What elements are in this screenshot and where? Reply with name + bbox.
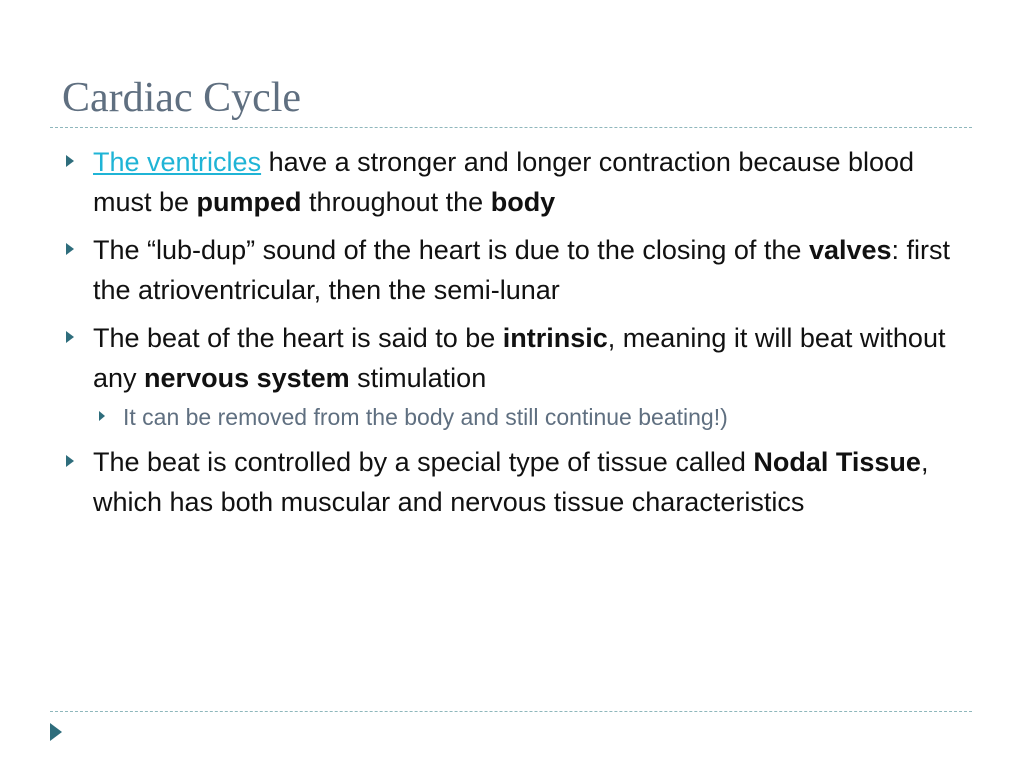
bullet-text: The “lub-dup” sound of the heart is due to the closing of the — [93, 235, 809, 265]
triangle-sub-bullet-icon — [99, 411, 105, 421]
triangle-bullet-icon — [66, 331, 74, 343]
bullet-text: : first the atrioventricular, then the semi-lunar — [93, 235, 951, 305]
bullet-text: have a stronger and longer contraction because blood must be — [93, 147, 915, 217]
next-slide-icon[interactable] — [50, 723, 62, 741]
triangle-bullet-icon — [66, 243, 74, 255]
bullet-intrinsic — [62, 318, 962, 398]
bullet-bold-text: intrinsic — [502, 323, 608, 353]
bullet-bold-text: Nodal Tissue — [753, 447, 921, 477]
bullet-text: The beat of the heart is said to be — [93, 323, 503, 353]
triangle-bullet-icon — [66, 455, 74, 467]
bullet-ventricles — [62, 142, 962, 222]
bullet-bold-text: pumped — [196, 187, 302, 217]
bullet-text: , meaning it will beat without any — [93, 323, 946, 393]
bullet-text: The beat is controlled by a special type of tissue called — [93, 447, 754, 477]
sub-bullet-text: It can be removed from the body and still continue beating!) — [123, 404, 728, 430]
footer-divider — [50, 711, 972, 712]
sub-bullet-removed — [62, 400, 962, 434]
title-divider — [50, 127, 972, 128]
bullet-text: stimulation — [349, 363, 487, 393]
bullet-bold-text: valves — [808, 235, 892, 265]
slide-title: Cardiac Cycle — [62, 75, 302, 121]
bullet-text: , which has both muscular and nervous tissue characteristics — [93, 447, 929, 517]
ventricles-link[interactable]: The ventricles — [93, 147, 262, 177]
bullet-nodal-tissue — [62, 442, 962, 522]
slide-content — [62, 142, 962, 530]
bullet-bold-text: nervous system — [144, 363, 350, 393]
bullet-lub-dup — [62, 230, 962, 310]
bullet-text: throughout the — [301, 187, 491, 217]
bullet-bold-text: body — [490, 187, 556, 217]
triangle-bullet-icon — [66, 155, 74, 167]
